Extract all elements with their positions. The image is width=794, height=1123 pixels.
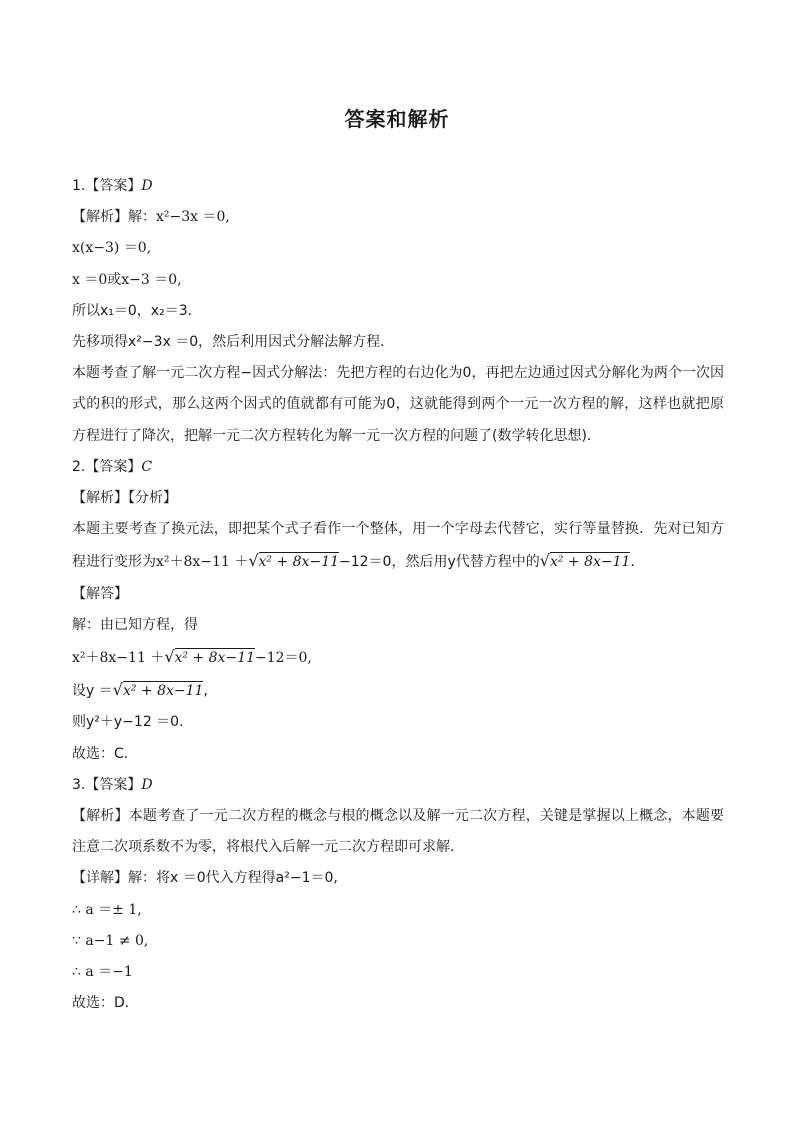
q3-answer-value: D (141, 776, 153, 793)
q2-analysis-radicand: x² + 8x−11 (258, 554, 340, 571)
q2-analysis (72, 514, 724, 578)
q2-answer-value: C (141, 458, 153, 475)
q3-choose: 故选：D． (72, 995, 139, 1012)
q2-answer-head: 2.【答案】 (72, 458, 142, 475)
q1-equation-2: x(x−3) ＝0, (72, 240, 152, 257)
q3-detail: 【详解】解：将x ＝0代入方程得a²−1＝0, (72, 870, 338, 887)
q2-equation (72, 641, 724, 674)
q3-jiexi (72, 801, 724, 863)
q1-equation-1: x²−3x ＝0, (156, 209, 230, 226)
q3-answer-head: 3.【答案】 (72, 776, 142, 793)
q3-step-3: ∴ a ＝−1 (72, 964, 133, 981)
q1-step: 先移项得x²−3x ＝0，然后利用因式分解法解方程． (72, 334, 395, 351)
q3-step-1: ∴ a ＝± 1, (72, 901, 142, 918)
sqrt-radical-icon: √ (539, 551, 550, 571)
q2-eq-tail: −12＝0, (255, 650, 312, 667)
q3-answer (72, 770, 724, 801)
q2-set-text: 设y ＝ (72, 683, 113, 700)
q2-eq-expr: x²＋8x−11 ＋ (72, 650, 165, 667)
q2-analysis-expr: x²＋8x−11 ＋ (156, 554, 249, 571)
sqrt-radical-icon: √ (164, 647, 175, 667)
sqrt-radical-icon: √ (112, 680, 123, 700)
q2-analysis-text-b: −12＝0，然后用y代替方程中的 (339, 554, 540, 571)
q2-solve-1: 解：由已知方程，得 (72, 616, 198, 633)
q2-set-tail: , (203, 683, 208, 700)
q1-explanation: 本题考查了解一元二次方程−因式分解法：先把方程的右边化为0，再把左边通过因式分解化为两个一次因式的积的形式，那么这两个因式的值就都有可能为0，这就能得到两个一元一次方程的解，这样也就把原方程进行了降次，把解一元二次方程转化为解一元一次方程的问题了(数学转化思想)． (72, 365, 724, 444)
q2-solve-tag: 【解答】 (72, 585, 128, 602)
q2-answer (72, 452, 724, 483)
q2-set-sqrt (113, 674, 204, 707)
q1-equation-4: 所以x₁＝0，x₂＝3． (72, 302, 202, 319)
q1-jiexi-tag: 【解析】解： (72, 209, 156, 226)
q2-substitution (72, 674, 724, 707)
page-title: 答案和解析 (344, 107, 450, 131)
q2-analysis-end: ． (630, 554, 645, 571)
q2-analysis-radicand-2: x² + 8x−11 (549, 554, 631, 571)
q1-answer (72, 171, 724, 202)
q2-then-equation: 则y²＋y−12 ＝0. (72, 714, 184, 731)
answer-content (72, 171, 724, 1019)
q2-jiexi-tag: 【解析】【分析】 (72, 490, 177, 507)
q1-jiexi (72, 202, 724, 233)
q2-set-radicand: x² + 8x−11 (122, 683, 204, 700)
q2-analysis-sqrt (248, 545, 339, 578)
q2-eq-sqrt (164, 641, 255, 674)
q2-analysis-text-a: 本题主要考查了换元法，即把某个式子看作一个整体，用一个字母去代替它，实行等量替换．先对已知方程进行变形为 (72, 521, 724, 571)
q2-choose: 故选：C． (72, 745, 138, 762)
q3-jiexi-tag: 【解析】 (72, 808, 129, 825)
q1-answer-head: 1.【答案】 (72, 178, 142, 194)
q3-explanation: 本题考查了一元二次方程的概念与根的概念以及解一元二次方程，关键是掌握以上概念，本题要注意二次项系数不为零，将根代入后解一元二次方程即可求解． (72, 808, 725, 856)
q1-equation-3: x ＝0或x−3 ＝0, (72, 271, 182, 288)
q3-step-2: ∵ a−1 ≠ 0, (72, 932, 149, 949)
q2-eq-radicand: x² + 8x−11 (174, 650, 256, 667)
q1-answer-value: D (141, 178, 153, 194)
sqrt-radical-icon: √ (248, 551, 259, 571)
q2-analysis-sqrt-2 (540, 545, 631, 578)
